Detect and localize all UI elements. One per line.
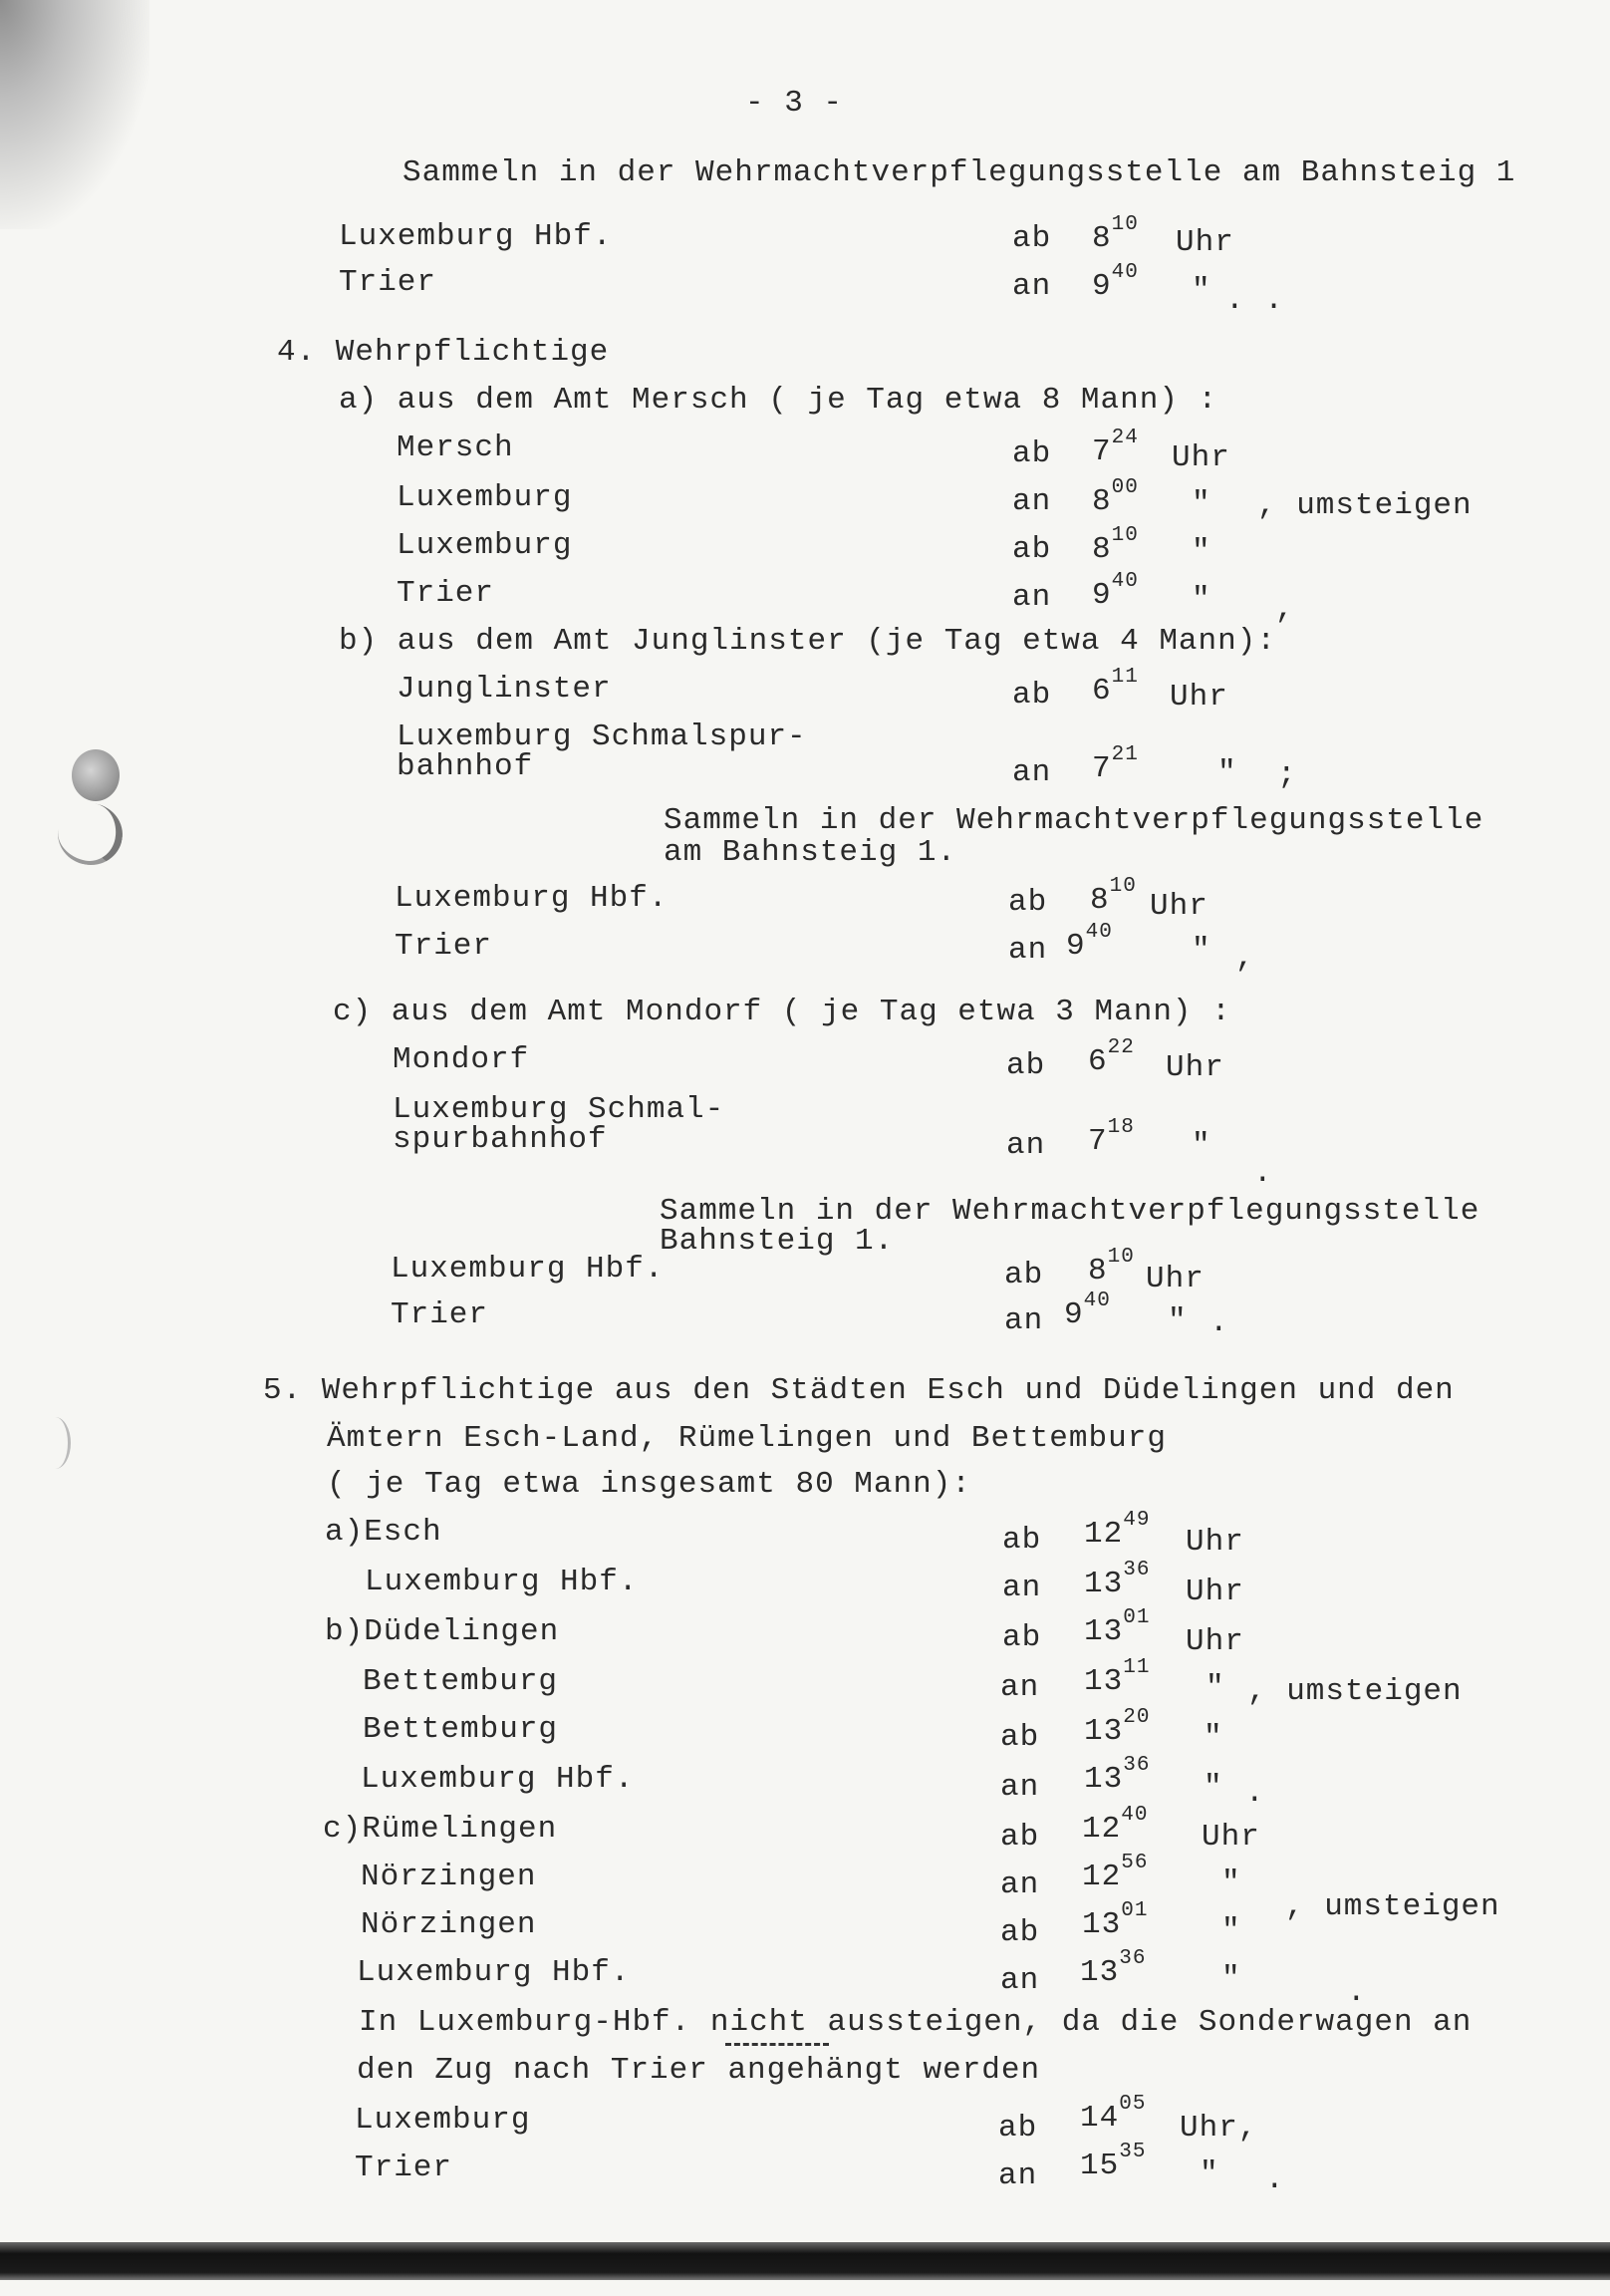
note-line: am Bahnsteig 1. [664,835,957,870]
punctuation: . [1347,1975,1367,2010]
ditto-mark: " [1168,1303,1188,1338]
station-name: Luxemburg Hbf. [361,1762,635,1797]
ditto-mark: " [1204,1770,1223,1805]
station-name: Luxemburg [355,2103,531,2138]
punctuation: , [1235,941,1255,976]
umsteigen-note: , umsteigen [1247,1674,1463,1709]
station-name: Trier [395,929,493,964]
station-name: Luxemburg Schmal- [393,1092,725,1127]
section-heading: Ämtern Esch-Land, Rümelingen und Bettemburg [327,1421,1167,1456]
time-value: $13^{20}$ [1084,1705,1151,1749]
an-label: an [1012,755,1052,790]
ditto-mark: " [1221,1913,1241,1948]
ditto-mark: " [1221,1961,1241,1996]
time-value: $9^{40}$ [1066,920,1113,964]
uhr-label: Uhr [1176,225,1234,260]
station-name: bahnhof [397,749,534,784]
intro-line: Sammeln in der Wehrmachtverpflegungsstelle am Bahnsteig 1 [402,155,1516,190]
station-name: a)Esch [325,1515,442,1550]
ab-label: ab [1012,678,1052,713]
punctuation: ; [1277,757,1297,792]
station-name: Luxemburg Hbf. [391,1252,665,1287]
time-value: $6^{11}$ [1092,665,1139,709]
uhr-label: Uhr [1170,680,1228,715]
ditto-mark: " [1192,933,1211,968]
station-name: Mersch [397,430,514,465]
time-value: $7^{24}$ [1092,426,1139,469]
uhr-label: Uhr [1146,1262,1205,1296]
scan-shadow [0,0,149,229]
ab-label: ab [1006,1048,1046,1083]
an-label: an [1008,933,1048,968]
time-value: $9^{40}$ [1092,569,1139,613]
station-name: Trier [339,265,437,300]
time-value: $7^{18}$ [1088,1115,1135,1159]
subsection-heading: a) aus dem Amt Mersch ( je Tag etwa 8 Mann) : [339,383,1218,418]
an-label: an [1006,1128,1046,1163]
an-label: an [1000,1867,1040,1902]
note-line: Sammeln in der Wehrmachtverpflegungsstelle [664,803,1484,838]
ditto-mark: " [1192,582,1211,617]
ditto-mark: " [1200,2156,1219,2191]
ab-label: ab [998,2111,1038,2146]
time-value: $13^{36}$ [1080,1946,1147,1990]
punctuation: . [1209,1305,1229,1340]
time-value: $13^{36}$ [1084,1753,1151,1797]
time-value: $9^{40}$ [1064,1289,1111,1332]
time-value: $8^{10}$ [1092,212,1139,256]
an-label: an [1012,484,1052,519]
station-name: Trier [355,2151,453,2185]
station-name: Mondorf [393,1042,530,1077]
station-name: Luxemburg Hbf. [395,881,669,916]
ab-label: ab [1000,1720,1040,1755]
uhr-label: Uhr [1150,889,1208,924]
ditto-mark: " [1192,534,1211,569]
ditto-mark: " [1206,1670,1225,1705]
punctuation: . [1245,1776,1265,1811]
station-name: Luxemburg Hbf. [365,1565,639,1599]
punctuation: . [1265,2162,1285,2197]
page-number: - 3 - [745,86,844,121]
ab-label: ab [1012,221,1052,256]
an-label: an [1000,1770,1040,1805]
time-value: $8^{10}$ [1092,523,1139,567]
uhr-label: Uhr [1186,1525,1244,1560]
station-name: Luxemburg Schmalspur- [397,719,807,754]
ab-label: ab [1000,1915,1040,1950]
time-value: $13^{36}$ [1084,1558,1151,1601]
uhr-label: Uhr [1172,440,1230,475]
note-line: den Zug nach Trier angehängt werden [357,2053,1041,2088]
station-name: Trier [397,576,495,611]
station-name: Nörzingen [361,1860,537,1894]
time-value: $14^{05}$ [1080,2092,1147,2136]
subsection-heading: b) aus dem Amt Junglinster (je Tag etwa 4 Mann): [339,624,1276,659]
an-label: an [1012,269,1052,304]
uhr-label: Uhr [1202,1820,1260,1855]
punctuation: , [1275,592,1295,627]
punch-hole-mark [53,798,128,870]
time-value: $12^{56}$ [1082,1851,1149,1894]
time-value: $12^{40}$ [1082,1803,1149,1847]
note-line: In Luxemburg-Hbf. nicht aussteigen, da die Sonderwagen an [359,2005,1473,2040]
station-name: Luxemburg [397,480,573,515]
punctuation: . . [1225,283,1284,318]
uhr-label: Uhr, [1180,2111,1258,2146]
ab-label: ab [1012,532,1052,567]
ab-label: ab [1008,885,1048,920]
an-label: an [1000,1963,1040,1998]
punch-hole [72,749,120,801]
time-value: $15^{35}$ [1080,2140,1147,2183]
punch-hole-mark [40,1417,71,1469]
station-name: Nörzingen [361,1907,537,1942]
section-heading: 4. Wehrpflichtige [277,335,610,370]
an-label: an [1004,1303,1044,1338]
station-name: Trier [391,1297,489,1332]
underline-mark [725,2043,829,2046]
time-value: $9^{40}$ [1092,260,1139,304]
ditto-mark: " [1204,1720,1223,1755]
time-value: $12^{49}$ [1084,1508,1151,1552]
time-value: $8^{00}$ [1092,475,1139,519]
station-name: spurbahnhof [393,1122,608,1157]
station-name: Junglinster [397,672,612,707]
ab-label: ab [1012,436,1052,471]
ab-label: ab [1002,1523,1042,1558]
ditto-mark: " [1217,755,1237,790]
punctuation: . [1253,1156,1273,1191]
uhr-label: Uhr [1186,1575,1244,1609]
an-label: an [1012,580,1052,615]
scan-edge-bar [0,2242,1610,2280]
section-heading: ( je Tag etwa insgesamt 80 Mann): [327,1467,971,1502]
time-value: $13^{11}$ [1084,1655,1151,1699]
time-value: $13^{01}$ [1084,1605,1151,1649]
ditto-mark: " [1192,1128,1211,1163]
umsteigen-note: , umsteigen [1285,1889,1500,1924]
uhr-label: Uhr [1166,1050,1224,1085]
ditto-mark: " [1221,1866,1241,1900]
an-label: an [1000,1670,1040,1705]
station-name: c)Rümelingen [323,1812,558,1847]
station-name: b)Düdelingen [325,1614,560,1649]
time-value: $8^{10}$ [1090,874,1137,918]
section-heading: 5. Wehrpflichtige aus den Städten Esch und Düdelingen und den [263,1373,1455,1408]
station-name: Luxemburg [397,528,573,563]
ab-label: ab [1000,1820,1040,1855]
ab-label: ab [1004,1258,1044,1292]
station-name: Luxemburg Hbf. [339,219,613,254]
subsection-heading: c) aus dem Amt Mondorf ( je Tag etwa 3 Mann) : [333,995,1231,1029]
ditto-mark: " [1192,273,1211,308]
ab-label: ab [1002,1620,1042,1655]
station-name: Luxemburg Hbf. [357,1955,631,1990]
time-value: $7^{21}$ [1092,742,1139,786]
station-name: Bettemburg [363,1664,559,1699]
ditto-mark: " [1192,486,1211,521]
time-value: $13^{01}$ [1082,1898,1149,1942]
umsteigen-note: , umsteigen [1257,488,1473,523]
note-line: Sammeln in der Wehrmachtverpflegungsstelle [660,1194,1480,1229]
station-name: Bettemburg [363,1712,559,1747]
time-value: $6^{22}$ [1088,1035,1135,1079]
uhr-label: Uhr [1186,1624,1244,1659]
note-line: Bahnsteig 1. [660,1224,895,1259]
an-label: an [1002,1571,1042,1605]
an-label: an [998,2158,1038,2193]
time-value: $8^{10}$ [1088,1245,1135,1289]
